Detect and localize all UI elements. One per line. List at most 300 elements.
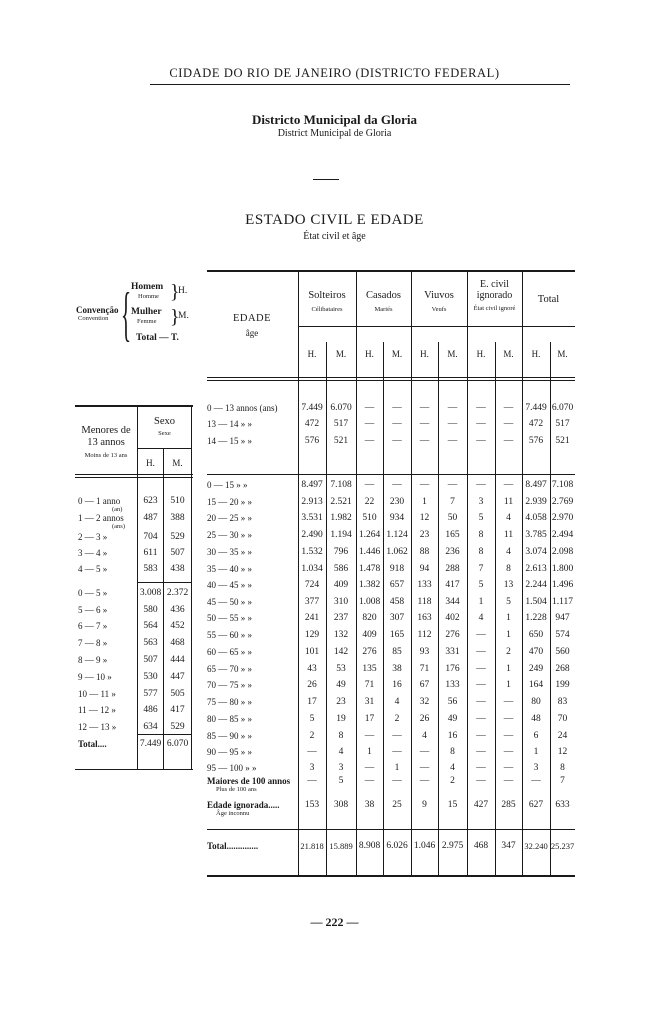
main-row-label: 60 — 65 » » [207,647,252,657]
left-row-label: 11 — 12 » [78,705,116,715]
main-cell: 468 [473,841,489,851]
main-cell: 377 [304,597,320,607]
left-row-m: 438 [170,564,185,574]
main-cell: 1 [367,747,372,757]
main-cell: 26 [419,714,430,724]
main-cell: — [447,419,458,429]
main-cell: 3 [478,497,484,507]
main-cell: 560 [555,647,570,657]
main-cell: 3 [338,763,344,773]
main-cell: 1 [478,597,484,607]
main-cell: 13 [503,580,514,590]
main-cell: 176 [445,664,460,674]
main-cell: 1.124 [386,530,408,540]
main-cell: 331 [445,647,460,657]
group-label: E. civil ignorado [476,279,513,301]
main-row-label: 13 — 14 » » [207,419,252,429]
main-cell: — [392,747,402,757]
main-cell: 6.070 [330,403,352,413]
main-cell: 4 [338,747,344,757]
h-brace-icon: } [170,281,180,303]
main-cell: — [364,763,375,773]
main-cell: 308 [333,800,349,810]
sexo-label: Sexo [154,416,175,427]
left-row-label: 4 — 5 » [78,564,108,574]
main-cell: 1.228 [525,613,547,623]
main-cell: 427 [473,800,489,810]
main-cell: 31 [364,697,375,707]
main-cell: 249 [528,664,544,674]
main-cell: 153 [304,800,320,810]
left-row-h: 634 [143,722,158,732]
main-cell: 7.108 [330,480,352,490]
main-cell: 7.108 [551,480,574,490]
main-cell: 241 [304,613,320,623]
group-label: Solteiros [308,290,346,301]
main-cell: 88 [419,547,430,557]
group-label-fr: Célibataires [311,306,343,313]
main-cell: 7.449 [301,403,323,413]
main-cell: 1.446 [358,547,381,557]
main-cell: 56 [447,697,458,707]
section-title: ESTADO CIVIL E EDADE [245,212,424,228]
edade-label: EDADE [232,313,272,324]
main-cell: 38 [392,664,402,674]
main-cell: 133 [445,680,460,690]
main-cell: 576 [528,436,544,446]
group-label: Total [537,294,560,305]
main-cell: 25.237 [550,841,575,851]
main-cell: — [364,776,375,786]
m-abbrev: M. [178,311,189,321]
main-cell: 1 [506,613,511,623]
main-cell: — [503,697,514,707]
main-cell: — [503,763,514,773]
main-cell: 2.098 [551,547,574,557]
main-cell: 23 [419,530,430,540]
col-subhead: M. [503,349,514,359]
group-label-fr: Veufs [431,306,447,313]
main-cell: 1.194 [330,530,352,540]
left-row-h: 530 [143,672,158,682]
left-row-m: 529 [170,722,185,732]
main-cell: 17 [364,714,375,724]
main-cell: 5 [506,597,511,607]
main-cell: 67 [419,680,430,690]
main-cell: 118 [417,597,432,607]
main-row-label: 35 — 40 » » [207,564,252,574]
left-table-vrule-3 [191,407,192,769]
main-cell: 7 [478,564,484,574]
left-row-label: 1 — 2 annos [78,513,124,523]
main-cell: — [503,747,514,757]
left-col-h: H. [146,458,155,468]
main-cell: — [364,419,375,429]
main-cell: 12 [419,513,430,523]
main-cell: — [476,630,486,640]
group-label-fr: État civil ignoré [473,305,516,312]
col-subhead: H. [531,349,541,359]
main-row-sublabel: Âge inconnu [216,810,250,817]
col-subhead: H. [476,349,486,359]
main-cell: — [419,403,430,413]
main-cell: 1.008 [358,597,381,607]
main-cell: 344 [445,597,460,607]
main-cell: 1 [506,680,511,690]
main-row-label: 15 — 20 » » [207,497,252,507]
left-row-m: 447 [170,672,185,682]
left-row-h: 487 [143,513,158,523]
main-cell: 135 [362,664,377,674]
main-table-head-rule-2 [207,380,575,381]
left-row-h: 583 [143,564,158,574]
main-cell: 796 [333,547,349,557]
main-cell: 2.939 [525,497,547,507]
convention-brace-icon: { [121,281,132,347]
main-cell: — [476,664,486,674]
main-cell: — [476,403,486,413]
left-row-m: 436 [170,605,185,615]
left-row-h: 577 [143,689,158,699]
main-row-label: 0 — 15 » » [207,480,248,490]
left-row-h: 563 [143,638,158,648]
main-cell: 268 [555,664,570,674]
m-brace-icon: } [170,306,180,328]
main-cell: 6 [533,731,539,741]
main-cell: 15 [447,800,458,810]
main-cell: 8 [478,547,484,557]
main-cell: 1 [533,747,539,757]
main-cell: 7 [450,497,455,507]
main-cell: 1.496 [551,580,574,590]
main-cell: — [476,480,486,490]
main-cell: — [419,436,430,446]
main-row-label: 75 — 80 » » [207,697,252,707]
left-table-bottom-rule [75,769,193,770]
main-cell: 1.800 [551,564,574,574]
main-cell: 8 [338,731,344,741]
main-cell: — [503,714,514,724]
left-col-m: M. [172,458,183,468]
main-cell: 164 [528,680,544,690]
main-row-label: 25 — 30 » » [207,530,252,540]
left-subtotal-rule [137,582,192,583]
main-cell: 307 [389,613,405,623]
convention-label-fr: Convention [78,315,109,322]
main-cell: — [503,403,514,413]
main-cell: 7 [560,776,565,786]
main-cell: — [476,776,486,786]
left-row-h: 564 [143,621,158,631]
main-cell: 133 [417,580,432,590]
main-cell: 402 [445,613,460,623]
main-row-label: Edade ignorada..... [207,800,280,810]
main-cell: — [419,480,430,490]
main-cell: 70 [557,714,568,724]
left-row-h: 704 [143,532,158,542]
main-cell: — [503,776,514,786]
left-total-rule [137,734,192,735]
main-cell: 2.769 [551,497,574,507]
main-cell: 237 [333,613,349,623]
main-cell: 3.785 [525,530,547,540]
main-cell: — [364,731,375,741]
main-cell: 8.908 [358,841,381,851]
main-row-label: 85 — 90 » » [207,731,252,741]
main-cell: — [503,436,514,446]
main-cell: — [503,731,514,741]
main-cell: 8 [450,747,455,757]
left-row-label: 9 — 10 » [78,672,112,682]
left-row-m: 2.372 [166,588,189,598]
main-cell: 26 [307,680,317,690]
main-row-label: 40 — 45 » » [207,580,252,590]
main-cell: 627 [528,800,544,810]
femme-label: Femme [137,318,157,325]
main-cell: — [307,776,317,786]
left-table-head-rule-2 [75,477,193,478]
main-cell: 276 [362,647,377,657]
main-cell: 236 [445,547,460,557]
left-row-m: 468 [170,638,185,648]
main-cell: 49 [447,714,458,724]
main-cell: 85 [392,647,402,657]
age-label: âge [245,328,259,338]
main-cell: 49 [336,680,346,690]
left-row-m: 388 [170,513,185,523]
left-row-label: 0 — 5 » [78,588,108,598]
left-table-title: Menores de 13 annos [81,425,131,448]
main-cell: 1 [394,763,400,773]
district-title: Districto Municipal da Gloria [251,112,418,127]
main-cell: — [392,436,402,446]
col-subhead: M. [447,349,458,359]
main-table-top-rule [207,270,575,272]
main-cell: 820 [362,613,377,623]
main-cell: — [419,763,430,773]
main-cell: 521 [555,436,570,446]
main-cell: 472 [528,419,544,429]
group-label: Casados [366,290,401,301]
total-abbrev: Total — T. [136,333,179,343]
main-cell: 8.497 [525,480,547,490]
main-cell: 470 [528,647,544,657]
main-cell: 230 [389,497,405,507]
left-row-h: 486 [143,705,158,715]
main-cell: 288 [445,564,460,574]
main-cell: 5 [478,580,484,590]
main-row-label: 65 — 70 » » [207,664,252,674]
main-cell: 8 [478,530,484,540]
left-row-label: 0 — 1 anno [78,496,121,506]
main-row-label: 90 — 95 » » [207,747,252,757]
group-label-fr: Mariés [374,306,393,313]
main-cell: — [419,776,430,786]
main-cell: — [476,731,486,741]
main-cell: 2 [309,731,315,741]
section-subtitle: État civil et âge [303,231,366,242]
main-cell: 129 [304,630,320,640]
main-cell: 17 [307,697,317,707]
main-cell: 2.494 [551,530,574,540]
group-label: Viuvos [424,290,454,301]
main-cell: 1.532 [301,547,323,557]
main-cell: 80 [531,697,541,707]
left-row-m: 505 [170,689,185,699]
main-cell: — [476,647,486,657]
left-row-m: 510 [170,496,185,506]
col-subhead: H. [365,349,374,359]
main-cell: — [392,480,402,490]
main-cell: — [392,776,402,786]
main-cell: 517 [555,419,570,429]
main-cell: 633 [555,800,570,810]
main-cell: 48 [531,714,541,724]
main-cell: 142 [333,647,349,657]
main-cell: 285 [501,800,516,810]
left-row-m: 417 [170,705,185,715]
main-cell: 1.034 [301,564,323,574]
main-cell: 934 [389,513,405,523]
main-cell: — [364,480,375,490]
main-cell: 417 [445,580,460,590]
main-cell: 458 [389,597,405,607]
separator-rule [313,179,339,180]
main-cell: 2 [450,776,455,786]
main-cell: 2.521 [330,497,352,507]
main-cell: 1.117 [551,597,574,607]
main-row-label: 0 — 13 annos (ans) [207,403,278,413]
main-cell: 724 [304,580,320,590]
main-cell: 16 [392,680,402,690]
main-cell: 409 [362,630,377,640]
left-table-sub-rule [137,448,192,449]
main-cell: 163 [417,613,432,623]
main-cell: 1.982 [330,513,352,523]
main-cell: — [476,697,486,707]
main-cell: 4.058 [525,513,547,523]
main-cell: 165 [389,630,405,640]
main-cell: — [476,714,486,724]
main-cell: 94 [419,564,430,574]
main-cell: 16 [447,731,458,741]
col-subhead: M. [557,349,568,359]
main-cell: 12 [557,747,568,757]
main-cell: 574 [555,630,570,640]
main-cell: 7.449 [525,403,547,413]
main-cell: 2.975 [441,841,464,851]
main-cell: 101 [304,647,320,657]
mulher-label: Mulher [131,307,162,317]
left-row-m: 444 [170,655,185,665]
main-cell: 3 [533,763,539,773]
left-row-h: 580 [143,605,158,615]
main-cell: 23 [336,697,346,707]
main-cell: 11 [503,497,514,507]
main-cell: 2.613 [525,564,547,574]
left-row-m: 529 [170,532,185,542]
main-cell: 947 [555,613,570,623]
main-cell: 4 [478,613,484,623]
left-row-label: 7 — 8 » [78,638,108,648]
main-row-label: 14 — 15 » » [207,436,252,446]
main-cell: 5 [338,776,344,786]
district-subtitle: District Municipal de Gloria [277,128,392,139]
main-cell: 521 [333,436,349,446]
main-cell: 3.531 [301,513,323,523]
left-row-h: 7.449 [139,739,162,749]
main-cell: 2.490 [301,530,323,540]
main-cell: 1.504 [525,597,547,607]
main-cell: 2 [506,647,511,657]
main-cell: 1 [506,630,511,640]
main-cell: 2.913 [301,497,323,507]
main-cell: 199 [555,680,570,690]
left-table-title-fr: Moins de 13 ans [84,452,128,459]
main-cell: 38 [364,800,375,810]
main-cell: 53 [336,664,346,674]
main-cell: 586 [333,564,349,574]
main-cell: — [392,403,402,413]
main-cell: 6.026 [386,841,408,851]
main-table-bottom-rule [207,875,575,877]
convention-label: Convenção [76,305,119,315]
homem-label: Homem [131,282,164,292]
left-row-m: 507 [170,548,185,558]
main-table-head-rule [207,377,575,378]
running-header: CIDADE DO RIO DE JANEIRO (DISTRICTO FEDERAL) [169,66,500,80]
main-cell: 22 [364,497,375,507]
main-cell: — [476,747,486,757]
main-row-label: 30 — 35 » » [207,547,252,557]
main-cell: 1 [422,497,427,507]
main-cell: — [447,436,458,446]
main-subtotal-rule [207,474,575,475]
homme-label: Homme [138,293,159,300]
main-cell: 347 [501,841,516,851]
col-subhead: H. [420,349,429,359]
left-row-label: 5 — 6 » [78,605,108,615]
main-cell: 93 [419,647,430,657]
main-cell: 24 [557,731,568,741]
left-row-m: 452 [170,621,185,631]
main-cell: — [364,436,375,446]
main-row-label: Total.............. [207,841,259,851]
main-cell: 576 [304,436,320,446]
main-cell: 19 [336,714,346,724]
main-cell: — [419,747,430,757]
main-cell: 8 [506,564,511,574]
main-cell: 8.497 [301,480,323,490]
main-cell: 165 [445,530,460,540]
main-cell: 9 [422,800,427,810]
main-cell: 1.382 [358,580,381,590]
main-cell: 5 [478,513,484,523]
left-row-sublabel: (ans) [112,523,125,530]
main-cell: — [503,419,514,429]
main-row-label: 50 — 55 » » [207,613,252,623]
main-cell: 25 [392,800,402,810]
main-cell: — [476,680,486,690]
left-row-h: 623 [143,496,158,506]
left-row-label: Total.... [78,739,107,749]
main-cell: 4 [450,763,455,773]
col-subhead: M. [335,349,347,359]
left-row-m: 6.070 [166,739,189,749]
main-cell: — [476,436,486,446]
main-cell: 15.889 [329,841,353,851]
main-cell: 71 [364,680,375,690]
